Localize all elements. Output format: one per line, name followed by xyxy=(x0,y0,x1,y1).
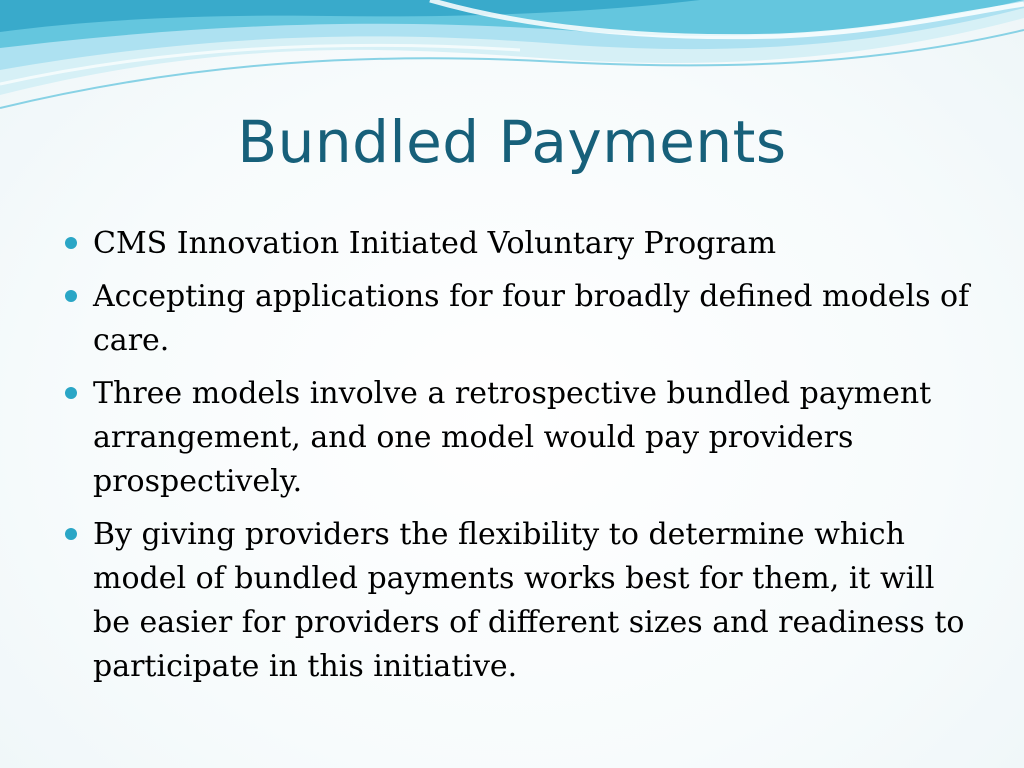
bullet-text: CMS Innovation Initiated Voluntary Program xyxy=(93,226,777,261)
bullet-list xyxy=(62,222,972,698)
bullet-text: By giving providers the flexibility to determine which model of bundled payments works best for them, it will be easier for providers of different sizes and readiness to participate in this initiative. xyxy=(93,517,965,684)
bullet-marker-icon xyxy=(65,290,77,302)
bullet-marker-icon xyxy=(65,387,77,399)
slide-title: Bundled Payments xyxy=(237,108,787,176)
bullet-item xyxy=(62,275,972,363)
bullet-text: Three models involve a retrospective bundled payment arrangement, and one model would pay providers prospectively. xyxy=(93,376,932,499)
bullet-item xyxy=(62,372,972,504)
bullet-item xyxy=(62,513,972,689)
bullet-marker-icon xyxy=(65,237,77,249)
bullet-item xyxy=(62,222,972,266)
bullet-text: Accepting applications for four broadly defined models of care. xyxy=(93,279,970,358)
bullet-marker-icon xyxy=(65,528,77,540)
